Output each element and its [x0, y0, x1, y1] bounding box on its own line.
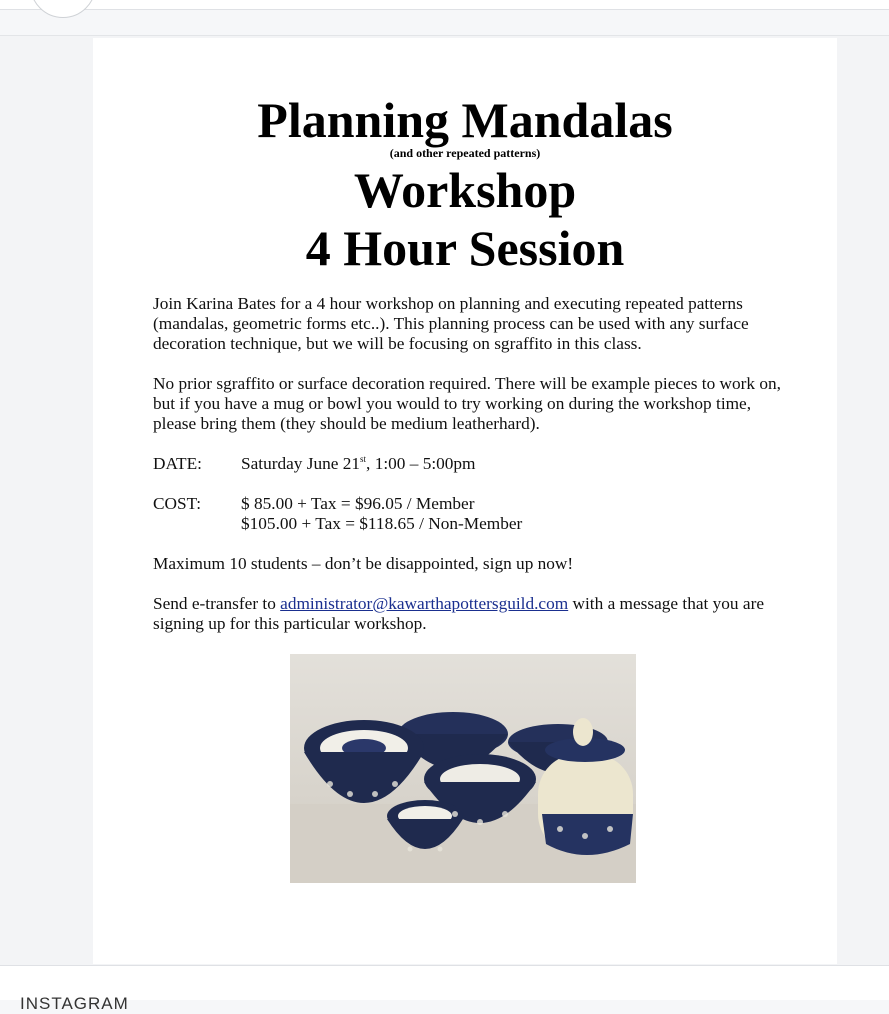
flyer-body — [153, 294, 783, 654]
date-row — [153, 454, 783, 474]
date-suffix: st — [360, 454, 367, 465]
cost-row-nonmember — [153, 514, 783, 534]
flyer-subtitle: (and other repeated patterns) — [389, 146, 541, 160]
cost-row-member — [153, 494, 783, 514]
cost-spacer — [153, 514, 241, 534]
instagram-label[interactable]: INSTAGRAM — [20, 994, 129, 1013]
send-text: Send e-transfer to — [153, 594, 281, 613]
send-paragraph — [153, 594, 783, 634]
email-link[interactable]: administrator@kawarthapottersguild.com — [280, 594, 569, 613]
date-label: DATE: — [153, 454, 202, 473]
max-students: Maximum 10 students – don’t be disappointed, sign up now! — [153, 554, 574, 573]
cost-label: COST: — [153, 494, 202, 513]
cost-nonmember: $105.00 + Tax = $118.65 / Non-Member — [241, 514, 523, 533]
flyer-title-workshop: Workshop — [353, 162, 577, 218]
date-value — [241, 454, 476, 474]
pottery-illustration — [290, 654, 636, 883]
send-text-end: with a message that you are signing up for this particular workshop. — [153, 594, 764, 633]
avatar[interactable] — [30, 0, 96, 18]
prior-paragraph: No prior sgraffito or surface decoration required. There will be example pieces to work on, but if you have a mug or bowl you would to try working on during the workshop time, please bring them (they should be medium leatherhard). — [153, 374, 781, 433]
flyer-page — [93, 38, 837, 964]
flyer-title-session: 4 Hour Session — [305, 220, 625, 276]
cost-member: $ 85.00 + Tax = $96.05 / Member — [241, 494, 475, 513]
time-text: , 1:00 – 5:00pm — [366, 454, 476, 473]
footer — [0, 965, 889, 1013]
pottery-photo — [290, 654, 636, 883]
flyer-title: Planning Mandalas — [257, 92, 673, 148]
intro-paragraph: Join Karina Bates for a 4 hour workshop on planning and executing repeated patterns (mandalas, geometric forms etc..). This planning process can be used with any surface decoration technique, but we will be focusing on sgraffito in this class. — [153, 294, 749, 353]
date-text: Saturday June 21 — [241, 454, 361, 473]
top-bar — [0, 0, 889, 10]
